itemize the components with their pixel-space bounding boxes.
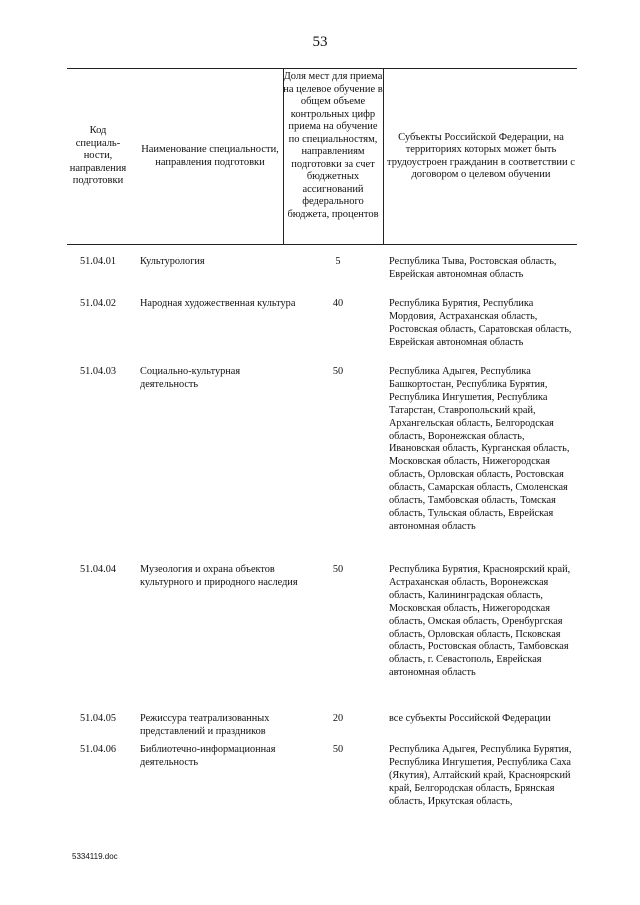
row-subjects: все субъекты Российской Федерации [389,713,551,724]
row-code: 51.04.06 [80,744,117,755]
row-share: 50 [332,564,344,575]
row-code: 51.04.05 [80,713,117,724]
page-number: 53 [312,34,328,50]
row-share: 5 [335,256,341,267]
row-code: 51.04.01 [80,256,117,267]
header-code: Код специаль-ности, направления подготовки [69,125,127,187]
header-subjects: Субъекты Российской Федерации, на территориях которых может быть трудоустроен гражданин в соответствии с договором о целевом обучении [387,131,575,180]
row-code: 51.04.04 [80,564,117,575]
row-code: 51.04.02 [80,298,117,309]
row-subjects: Республика Адыгея, Республика Башкортостан, Республика Бурятия, Республика Ингушетия, Республика Татарстан, Ставропольский край, Архангельская область, Белгородская область, Воронежская область, Ивановская область, Курганская область, Московская область, Нижегородская область, Орловская область, Ростовская область, Самарская область, Смоленская область, Тамбовская область, Томская область, Тульская область, Еврейская автономная область [389,366,570,532]
row-subjects: Республика Адыгея, Республика Бурятия, Республика Ингушетия, Республика Саха (Якутия), Алтайский край, Красноярский край, Белгородская область, Брянская область, Иркутская область, [389,744,572,807]
row-name: Режиссура театрализованных представлений и праздников [140,713,270,737]
row-name: Библиотечно-информационная деятельность [140,744,276,768]
header-divider [383,69,384,244]
row-subjects: Республика Бурятия, Красноярский край, Астраханская область, Воронежская область, Калининградская область, Московская область, Нижегородская область, Омская область, Оренбургская область, Орловская область, Псковская область, Ростовская область, Тамбовская область, г. Севастополь, Еврейская автономная область [389,564,571,679]
table-header [67,69,577,244]
row-share: 20 [332,713,344,724]
row-name: Культурология [140,256,205,267]
row-name: Народная художественная культура [140,298,296,309]
row-share: 50 [332,744,344,755]
row-share: 40 [332,298,344,309]
row-code: 51.04.03 [80,366,117,377]
header-name: Наименование специальности, направления подготовки [141,144,279,168]
row-subjects: Республика Бурятия, Республика Мордовия, Астраханская область, Ростовская область, Саратовская область, Еврейская автономная область [389,298,572,348]
row-name: Социально-культурная деятельность [140,366,241,390]
row-name: Музеология и охрана объектов культурного и природного наследия [140,564,298,588]
row-subjects: Республика Тыва, Ростовская область, Еврейская автономная область [389,256,557,280]
file-name-footer: 5334119.doc [72,852,118,861]
row-share: 50 [332,366,344,377]
header-share: Доля мест для приема на целевое обучение в общем объеме контрольных цифр приема на обучение по специальностям, направлениям подготовки за счет бюджетных ассигнований федерального бюджета, процентов [283,71,383,220]
table-header-bottom-rule [67,244,577,245]
